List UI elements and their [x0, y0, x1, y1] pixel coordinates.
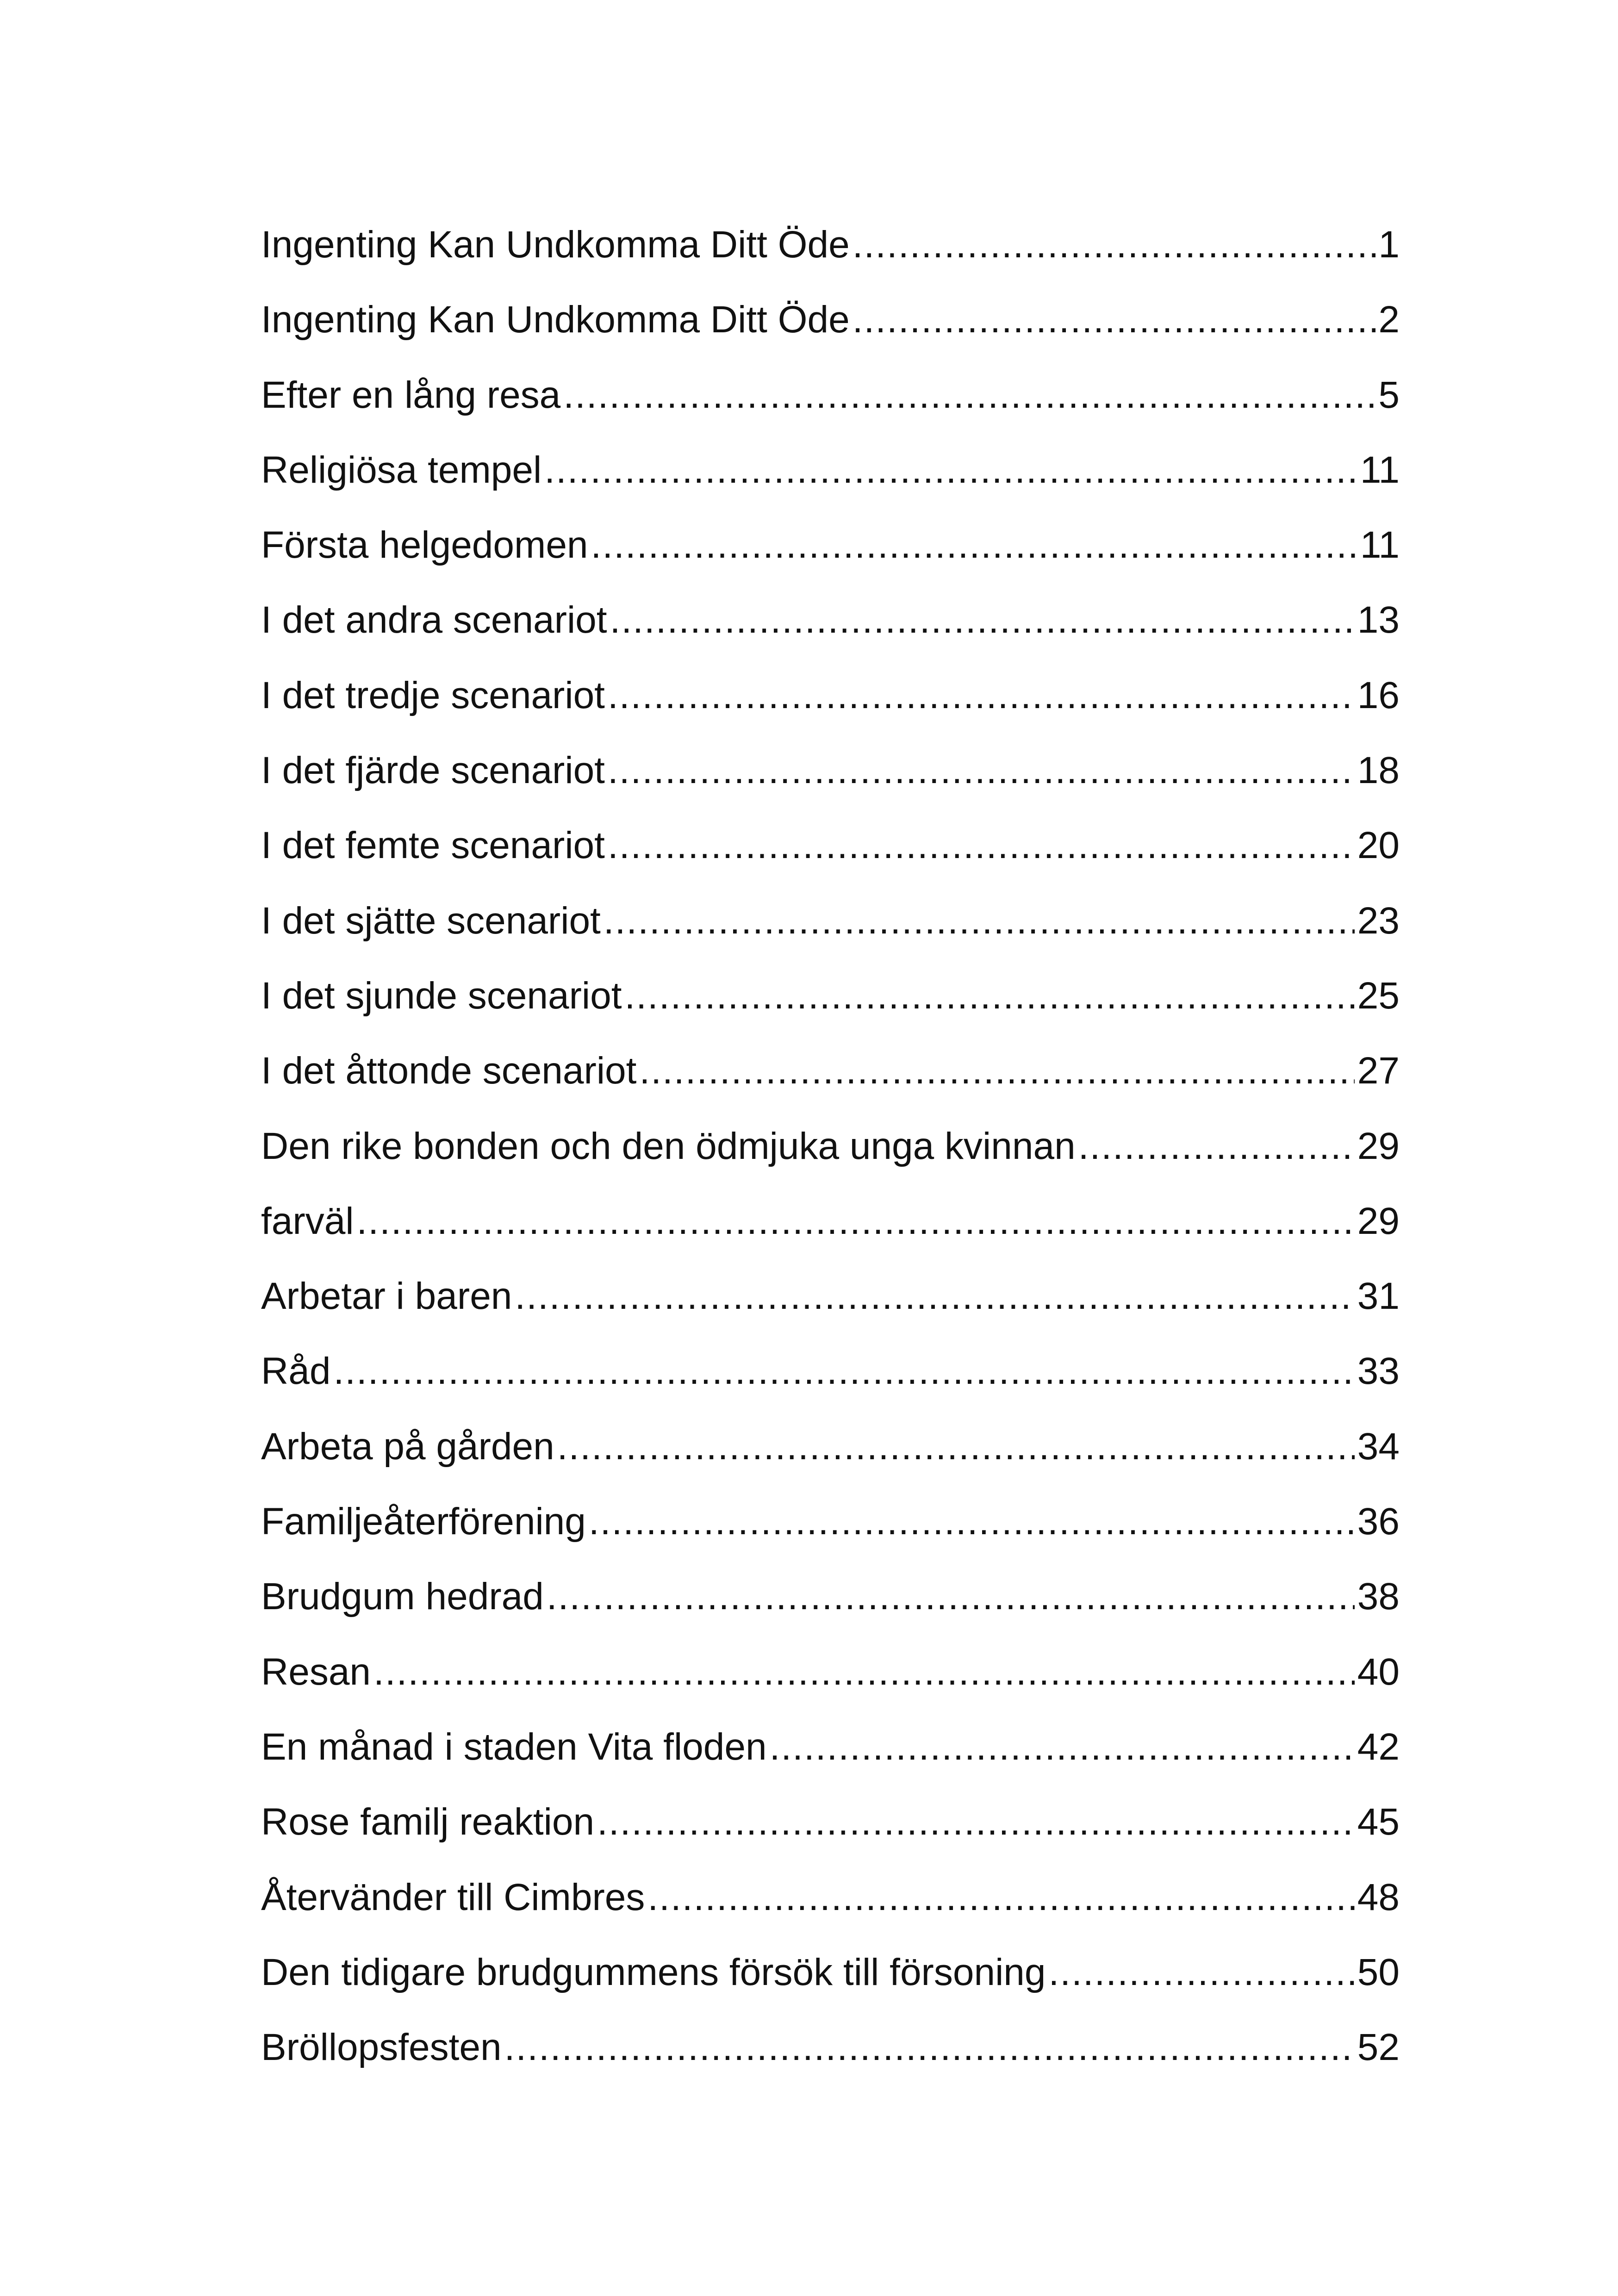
toc-entry-page: 11: [1360, 524, 1400, 566]
toc-entry[interactable]: [261, 1860, 1400, 1935]
toc-entry-title: Familjeåterförening: [261, 1500, 586, 1543]
toc-dot-leader: [333, 1334, 1354, 1409]
toc-entry-title: Ingenting Kan Undkomma Ditt Öde: [261, 224, 850, 266]
toc-entry-page: 34: [1357, 1425, 1400, 1468]
toc-dot-leader: [853, 207, 1376, 282]
toc-entry[interactable]: [261, 508, 1400, 583]
toc-dot-leader: [589, 1484, 1355, 1559]
toc-entry-page: 50: [1357, 1951, 1400, 1993]
toc-entry-page: 25: [1357, 974, 1400, 1017]
toc-entry-page: 2: [1378, 299, 1400, 341]
toc-dot-leader: [591, 508, 1357, 583]
toc-entry-page: 29: [1357, 1200, 1400, 1242]
toc-entry[interactable]: [261, 1184, 1400, 1259]
toc-dot-leader: [608, 808, 1355, 883]
toc-dot-leader: [1078, 1109, 1355, 1184]
toc-entry-title: Den rike bonden och den ödmjuka unga kvinnan: [261, 1125, 1076, 1167]
toc-entry-title: Religiösa tempel: [261, 448, 542, 491]
toc-entry[interactable]: [261, 433, 1400, 508]
toc-entry-title: I det tredje scenariot: [261, 674, 605, 716]
toc-entry-page: 16: [1357, 674, 1400, 716]
toc-entry-title: Brudgum hedrad: [261, 1575, 544, 1618]
toc-entry-page: 27: [1357, 1050, 1400, 1092]
toc-dot-leader: [853, 282, 1376, 357]
toc-entry-title: Arbeta på gården: [261, 1425, 554, 1468]
toc-entry-title: Återvänder till Cimbres: [261, 1876, 645, 1918]
toc-dot-leader: [597, 1785, 1355, 1860]
toc-entry[interactable]: [261, 1559, 1400, 1634]
toc-entry[interactable]: [261, 733, 1400, 808]
toc-entry-page: 42: [1357, 1725, 1400, 1768]
toc-entry-title: I det andra scenariot: [261, 599, 607, 641]
toc-entry-page: 1: [1378, 224, 1400, 266]
toc-entry[interactable]: [261, 958, 1400, 1033]
table-of-contents: [261, 207, 1400, 2085]
toc-dot-leader: [639, 1033, 1354, 1108]
toc-entry-page: 5: [1378, 373, 1400, 416]
toc-dot-leader: [624, 958, 1354, 1033]
toc-entry-title: I det fjärde scenariot: [261, 749, 605, 792]
toc-entry-title: Ingenting Kan Undkomma Ditt Öde: [261, 299, 850, 341]
toc-entry[interactable]: [261, 1334, 1400, 1409]
toc-entry[interactable]: [261, 658, 1400, 733]
toc-dot-leader: [504, 2010, 1355, 2085]
toc-dot-leader: [604, 884, 1355, 958]
toc-entry[interactable]: [261, 1935, 1400, 2010]
toc-entry-title: Råd: [261, 1350, 331, 1393]
toc-entry[interactable]: [261, 1635, 1400, 1710]
toc-entry-title: I det åttonde scenariot: [261, 1050, 637, 1092]
toc-dot-leader: [563, 358, 1375, 433]
toc-entry-title: I det femte scenariot: [261, 824, 605, 867]
toc-entry-page: 52: [1357, 2026, 1400, 2069]
toc-entry-title: Efter en lång resa: [261, 373, 561, 416]
toc-dot-leader: [647, 1860, 1354, 1935]
toc-entry-title: Rose familj reaktion: [261, 1801, 595, 1843]
toc-entry-title: En månad i staden Vita floden: [261, 1725, 767, 1768]
toc-dot-leader: [547, 1559, 1355, 1634]
toc-entry[interactable]: [261, 1259, 1400, 1334]
toc-entry[interactable]: [261, 1785, 1400, 1860]
toc-entry-title: Bröllopsfesten: [261, 2026, 502, 2069]
toc-entry-title: Arbetar i baren: [261, 1275, 512, 1318]
toc-dot-leader: [1049, 1935, 1355, 2010]
toc-entry[interactable]: [261, 808, 1400, 883]
toc-entry[interactable]: [261, 884, 1400, 958]
toc-entry[interactable]: [261, 1484, 1400, 1559]
toc-entry-page: 40: [1357, 1650, 1400, 1693]
toc-entry-title: Den tidigare brudgummens försök till försoning: [261, 1951, 1046, 1993]
toc-entry-page: 38: [1357, 1575, 1400, 1618]
toc-entry-page: 11: [1360, 448, 1400, 491]
toc-dot-leader: [557, 1409, 1355, 1484]
toc-entry[interactable]: [261, 358, 1400, 433]
toc-dot-leader: [610, 583, 1355, 658]
toc-entry-page: 45: [1357, 1801, 1400, 1843]
toc-dot-leader: [608, 733, 1355, 808]
toc-entry-page: 48: [1357, 1876, 1400, 1918]
toc-entry-page: 33: [1357, 1350, 1400, 1393]
toc-dot-leader: [515, 1259, 1354, 1334]
toc-dot-leader: [608, 658, 1355, 733]
toc-dot-leader: [357, 1184, 1355, 1259]
toc-entry-page: 18: [1357, 749, 1400, 792]
toc-dot-leader: [544, 433, 1357, 508]
toc-entry-title: I det sjunde scenariot: [261, 974, 622, 1017]
toc-entry-title: farväl: [261, 1200, 354, 1242]
toc-entry-title: Första helgedomen: [261, 524, 588, 566]
toc-entry[interactable]: [261, 583, 1400, 658]
toc-entry[interactable]: [261, 1710, 1400, 1785]
toc-entry[interactable]: [261, 1109, 1400, 1184]
toc-entry-title: Resan: [261, 1650, 371, 1693]
toc-entry-page: 13: [1357, 599, 1400, 641]
toc-dot-leader: [770, 1710, 1355, 1785]
toc-entry-page: 29: [1357, 1125, 1400, 1167]
toc-entry-page: 23: [1357, 899, 1400, 942]
toc-entry[interactable]: [261, 2010, 1400, 2085]
toc-entry-page: 31: [1357, 1275, 1400, 1318]
toc-entry-title: I det sjätte scenariot: [261, 899, 601, 942]
toc-entry[interactable]: [261, 1033, 1400, 1108]
toc-entry[interactable]: [261, 282, 1400, 357]
toc-entry-page: 36: [1357, 1500, 1400, 1543]
toc-entry[interactable]: [261, 1409, 1400, 1484]
toc-dot-leader: [373, 1635, 1355, 1710]
toc-entry[interactable]: [261, 207, 1400, 282]
toc-entry-page: 20: [1357, 824, 1400, 867]
